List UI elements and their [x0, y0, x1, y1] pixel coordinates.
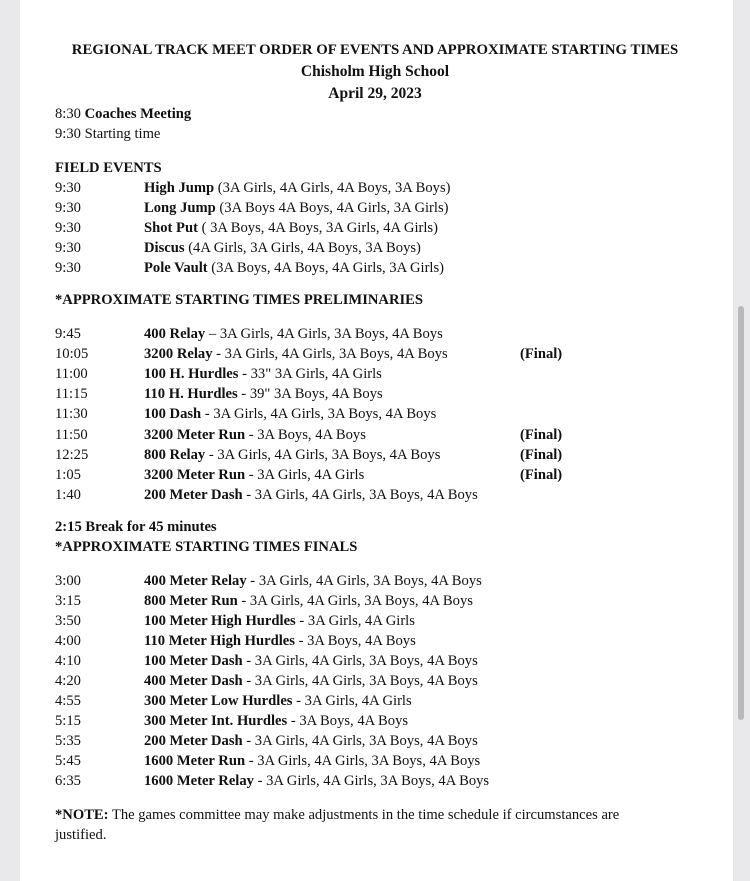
note-label: *NOTE:	[55, 807, 109, 823]
final-row-time: 3:00	[55, 573, 81, 589]
prelim-row-event: 110 H. Hurdles	[144, 386, 238, 403]
field-event-row-event: Discus	[144, 240, 185, 256]
final-row-event: 400 Meter Relay	[144, 573, 247, 589]
prelim-row-event: 400 Relay	[144, 326, 206, 342]
field-event-row-detail: (3A Boys 4A Boys, 4A Girls, 3A Girls)	[215, 200, 449, 216]
prelim-row-final-flag: (Final)	[520, 466, 563, 483]
finals-heading: *APPROXIMATE STARTING TIMES FINALS	[55, 539, 358, 555]
final-row-event: 200 Meter Dash	[144, 732, 243, 749]
final-row-time: 5:45	[55, 752, 81, 769]
field-event-row-event: Long Jump	[144, 200, 216, 216]
final-row-detail: - 3A Girls, 4A Girls, 3A Boys, 4A Boys	[237, 592, 473, 609]
coaches-meeting-label: Coaches Meeting	[84, 106, 192, 122]
field-event-row	[144, 258, 444, 278]
final-row-time: 3:50	[55, 612, 81, 629]
final-row	[144, 571, 482, 591]
field-event-row-event: Pole Vault	[144, 260, 208, 276]
final-row-time: 3:15	[55, 592, 81, 609]
final-row	[144, 691, 412, 711]
prelim-row-detail: - 39" 3A Boys, 4A Boys	[237, 386, 383, 403]
prelim-row-detail: - 3A Girls, 4A Girls	[245, 466, 365, 483]
field-event-row-detail: ( 3A Boys, 4A Boys, 3A Girls, 4A Girls)	[197, 220, 438, 236]
prelim-row-final-flag: (Final)	[520, 346, 563, 363]
final-row-detail: - 3A Girls, 4A Girls	[295, 612, 415, 629]
final-row-detail: - 3A Girls, 4A Girls, 3A Boys, 4A Boys	[246, 573, 482, 589]
prelim-row-final-flag: (Final)	[520, 446, 563, 463]
field-event-row	[144, 238, 421, 258]
final-row-event: 800 Meter Run	[144, 592, 238, 609]
scrollbar-thumb[interactable]	[738, 306, 744, 720]
prelim-row	[144, 485, 478, 505]
prelim-row-event: 800 Relay	[144, 446, 206, 463]
final-row-event: 100 Meter High Hurdles	[144, 612, 296, 629]
prelim-row-detail: - 3A Boys, 4A Boys	[245, 426, 366, 443]
field-event-row-detail: (4A Girls, 3A Girls, 4A Boys, 3A Boys)	[184, 240, 421, 256]
field-event-row	[144, 178, 451, 198]
final-row-detail: - 3A Girls, 4A Girls, 3A Boys, 4A Boys	[245, 752, 481, 769]
field-event-row-time: 9:30	[55, 200, 81, 216]
final-row-event: 100 Meter Dash	[144, 652, 243, 669]
final-row-event: 300 Meter Low Hurdles	[144, 692, 293, 709]
prelim-row-detail: – 3A Girls, 4A Girls, 3A Boys, 4A Boys	[205, 326, 443, 342]
final-row-detail: - 3A Girls, 4A Girls	[292, 692, 412, 709]
final-row-detail: - 3A Girls, 4A Girls, 3A Boys, 4A Boys	[253, 772, 490, 789]
final-row	[144, 771, 489, 791]
final-row	[144, 631, 416, 651]
field-event-row	[144, 198, 449, 218]
prelim-row-detail: - 3A Girls, 4A Girls, 3A Boys, 4A Boys	[242, 486, 478, 503]
final-row-time: 6:35	[55, 772, 81, 789]
field-events-heading: FIELD EVENTS	[55, 160, 162, 176]
prelim-row-event: 3200 Meter Run	[144, 466, 246, 483]
prelim-row-event: 200 Meter Dash	[144, 486, 243, 503]
prelim-row-time: 11:00	[55, 366, 88, 383]
prelims-heading: *APPROXIMATE STARTING TIMES PRELIMINARIES	[55, 292, 424, 308]
note-text: The games committee may make adjustments in the time schedule if circumstances are justified.	[55, 807, 620, 843]
final-row	[144, 751, 480, 771]
prelim-row-time: 10:05	[55, 346, 89, 363]
prelim-row-event: 100 H. Hurdles	[144, 366, 239, 383]
final-row-event: 110 Meter High Hurdles	[144, 632, 295, 649]
final-row-detail: - 3A Boys, 4A Boys	[287, 712, 409, 729]
prelim-row	[144, 445, 440, 465]
break-line: 2:15 Break for 45 minutes	[55, 519, 217, 535]
prelim-row-detail: - 33" 3A Girls, 4A Girls	[238, 366, 382, 383]
final-row	[144, 591, 473, 611]
final-row	[144, 711, 408, 731]
final-row-time: 5:15	[55, 712, 81, 729]
prelim-row-time: 11:30	[55, 406, 88, 423]
field-event-row-time: 9:30	[55, 220, 81, 236]
field-event-row-time: 9:30	[55, 260, 81, 276]
prelim-row	[144, 425, 366, 445]
final-row	[144, 671, 478, 691]
prelim-row-detail: - 3A Girls, 4A Girls, 3A Boys, 4A Boys	[201, 406, 437, 423]
final-row-event: 1600 Meter Relay	[144, 772, 254, 789]
prelim-row	[144, 465, 364, 485]
coaches-meeting-time: 8:30	[55, 106, 81, 122]
prelim-row-final-flag: (Final)	[520, 426, 563, 443]
prelim-row-event: 3200 Relay	[144, 346, 213, 363]
field-event-row-time: 9:30	[55, 240, 81, 256]
prelim-row	[144, 384, 383, 404]
note-paragraph	[55, 805, 655, 845]
field-event-row-time: 9:30	[55, 180, 81, 196]
prelim-row-time: 1:05	[55, 466, 81, 483]
final-row-detail: - 3A Girls, 4A Girls, 3A Boys, 4A Boys	[242, 652, 478, 669]
prelim-row	[144, 404, 436, 424]
final-row	[144, 651, 478, 671]
final-row-event: 300 Meter Int. Hurdles	[144, 712, 288, 729]
final-row-detail: - 3A Boys, 4A Boys	[294, 632, 416, 649]
final-row-detail: - 3A Girls, 4A Girls, 3A Boys, 4A Boys	[242, 732, 478, 749]
final-row-event: 400 Meter Dash	[144, 672, 243, 689]
final-row-event: 1600 Meter Run	[144, 752, 246, 769]
final-row-detail: - 3A Girls, 4A Girls, 3A Boys, 4A Boys	[242, 672, 478, 689]
prelim-row	[144, 344, 448, 364]
final-row	[144, 731, 478, 751]
prelim-row-time: 11:15	[55, 386, 88, 403]
prelim-row-event: 3200 Meter Run	[144, 426, 246, 443]
prelim-row-time: 11:50	[55, 426, 88, 443]
prelim-row	[144, 364, 382, 384]
field-event-row-event: Shot Put	[144, 220, 198, 236]
final-row-time: 4:20	[55, 672, 81, 689]
final-row-time: 4:00	[55, 632, 81, 649]
final-row-time: 5:35	[55, 732, 81, 749]
field-event-row-detail: (3A Girls, 4A Girls, 4A Boys, 3A Boys)	[214, 180, 451, 196]
prelim-row-event: 100 Dash	[144, 406, 202, 423]
field-event-row	[144, 218, 438, 238]
field-event-row-event: High Jump	[144, 180, 215, 196]
prelim-row-time: 1:40	[55, 486, 81, 503]
starting-time-line: 9:30 Starting time	[55, 126, 161, 142]
final-row-time: 4:55	[55, 692, 81, 709]
field-event-row-detail: (3A Boys, 4A Boys, 4A Girls, 3A Girls)	[207, 260, 445, 276]
prelim-row	[144, 324, 443, 344]
final-row-time: 4:10	[55, 652, 81, 669]
coaches-meeting-line	[55, 104, 191, 124]
prelim-row-time: 12:25	[55, 446, 89, 463]
document-title: REGIONAL TRACK MEET ORDER OF EVENTS AND APPROXIMATE STARTING TIMES	[71, 42, 679, 58]
prelim-row-time: 9:45	[55, 326, 81, 342]
prelim-row-detail: - 3A Girls, 4A Girls, 3A Boys, 4A Boys	[212, 346, 448, 363]
prelim-row-detail: - 3A Girls, 4A Girls, 3A Boys, 4A Boys	[205, 446, 441, 463]
school-name: Chisholm High School	[300, 63, 450, 80]
event-date: April 29, 2023	[328, 85, 422, 102]
final-row	[144, 611, 415, 631]
